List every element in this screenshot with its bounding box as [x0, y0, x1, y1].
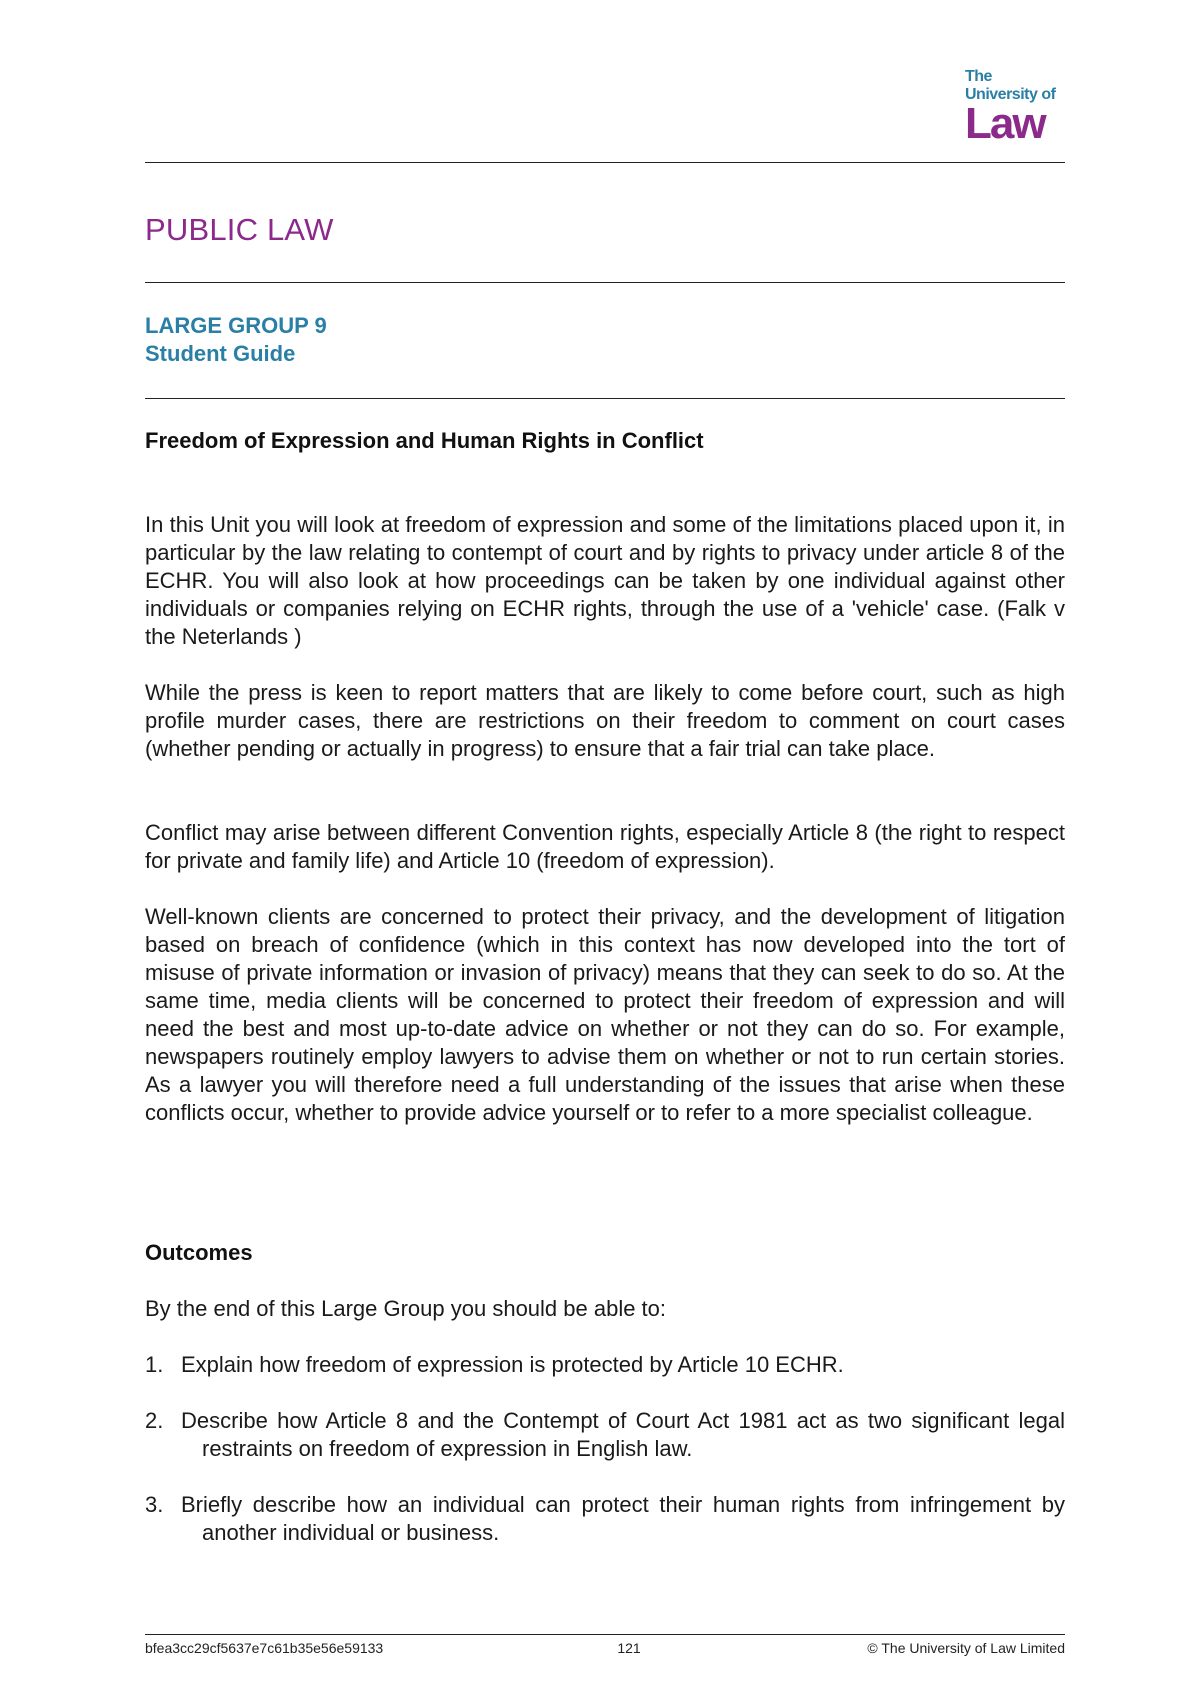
conflict-paragraph: Conflict may arise between different Convention rights, especially Article 8 (the right to respect for private and family life) and Article 10 (freedom of expression).	[145, 820, 1065, 873]
outcome-number: 1.	[145, 1352, 164, 1377]
section-heading: Freedom of Expression and Human Rights in Conflict	[145, 428, 704, 453]
header-rule-top	[145, 162, 1065, 163]
logo-line-1: The	[965, 68, 992, 85]
outcome-item-2	[145, 1407, 1065, 1463]
document-title: PUBLIC LAW	[145, 212, 334, 247]
intro-paragraph: In this Unit you will look at freedom of expression and some of the limitations placed upon it, in particular by the law relating to contempt of court and by rights to privacy under article 8 of the ECHR. You will also look at how proceedings can be taken by one individual against other individuals or companies relying on ECHR rights, through the use of a 'vehicle' case. (Falk v the Neterlands )	[145, 512, 1065, 649]
header-rule-bottom	[145, 398, 1065, 399]
outcome-text: Describe how Article 8 and the Contempt of Court Act 1981 act as two significant legal restraints on freedom of expression in English law.	[181, 1408, 1065, 1461]
clients-paragraph: Well-known clients are concerned to protect their privacy, and the development of litigation based on breach of confidence (which in this context has now developed into the tort of misuse of private information or invasion of privacy) means that they can seek to do so. At the same time, media clients will be concerned to protect their freedom of expression and will need the best and most up-to-date advice on whether or not they can do so. For example, newspapers routinely employ lawyers to advise them on whether or not to run certain stories. As a lawyer you will therefore need a full understanding of the issues that arise when these conflicts occur, whether to provide advice yourself or to refer to a more specialist colleague.	[145, 904, 1065, 1125]
logo-line-3: Law	[965, 99, 1045, 148]
large-group-label: LARGE GROUP 9	[145, 313, 327, 338]
outcome-text: Briefly describe how an individual can protect their human rights from infringement by another individual or business.	[181, 1492, 1065, 1545]
outcomes-heading: Outcomes	[145, 1240, 253, 1265]
logo-line-2: University of	[965, 86, 1056, 103]
outcome-text: Explain how freedom of expression is protected by Article 10 ECHR.	[181, 1352, 844, 1377]
footer-document-id: bfea3cc29cf5637e7c61b35e56e59133	[145, 1640, 384, 1656]
outcome-number: 3.	[145, 1492, 164, 1517]
header-rule-middle	[145, 282, 1065, 283]
footer-copyright: © The University of Law Limited	[867, 1640, 1065, 1656]
footer-page-number: 121	[617, 1640, 641, 1656]
outcome-number: 2.	[145, 1408, 164, 1433]
outcome-item-1	[145, 1351, 1065, 1379]
press-paragraph: While the press is keen to report matters that are likely to come before court, such as high profile murder cases, there are restrictions on their freedom to comment on court cases (whether pending or actually in progress) to ensure that a fair trial can take place.	[145, 680, 1065, 761]
university-of-law-logo	[965, 68, 1065, 148]
outcomes-intro: By the end of this Large Group you should be able to:	[145, 1296, 667, 1321]
outcome-item-3	[145, 1491, 1065, 1547]
footer-rule	[145, 1634, 1065, 1635]
student-guide-label: Student Guide	[145, 341, 296, 366]
